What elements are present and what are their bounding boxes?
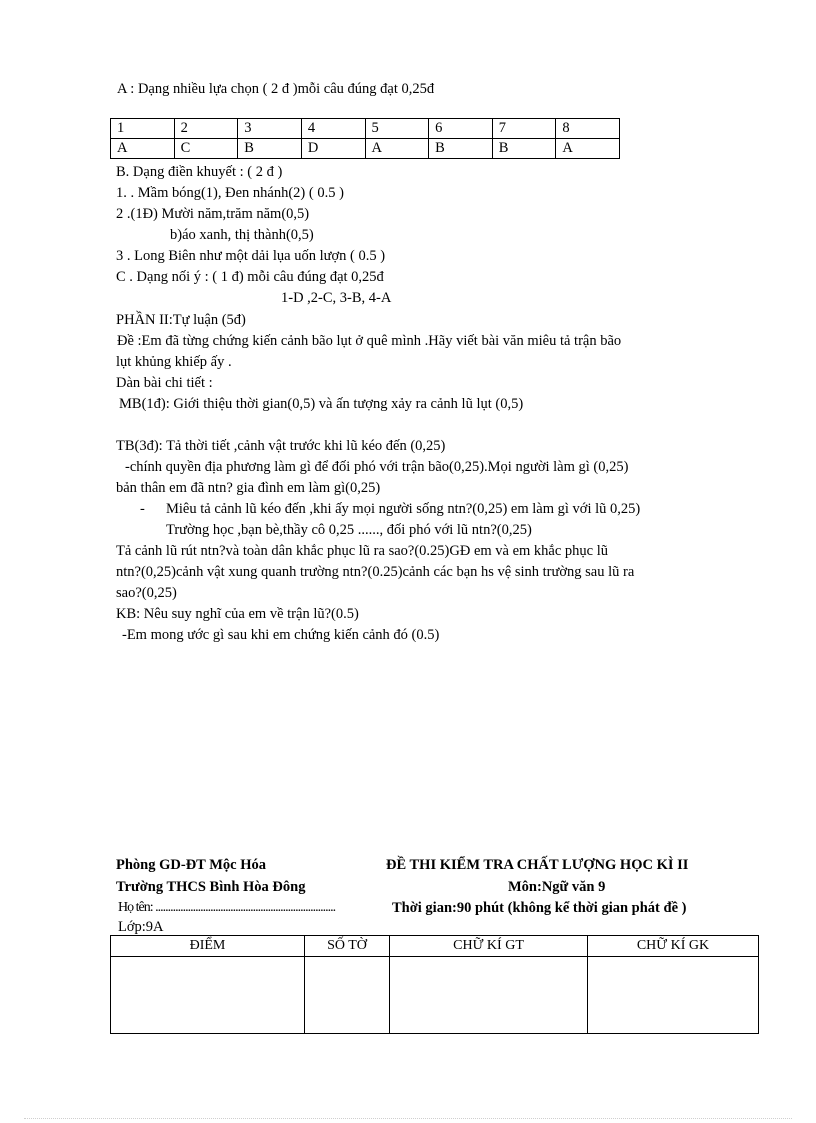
question-number: 8 [556,119,620,139]
outline-tb-line: Trường học ,bạn bè,thầy cô 0,25 ......, đối phó với lũ ntn?(0,25) [166,522,532,538]
grader-signature-cell [588,957,759,1034]
exam-title: ĐỀ THI KIỂM TRA CHẤT LƯỢNG HỌC KÌ II [386,857,689,873]
outline-tb-line: ntn?(0,25)cảnh vật xung quanh trường ntn?(0.25)cảnh các bạn hs vệ sinh trường sau lũ ra [116,564,635,580]
grading-table [110,935,759,1034]
section-b-line1: 1. . Mầm bóng(1), Đen nhánh(2) ( 0.5 ) [116,185,344,201]
answer-letter: A [365,139,429,159]
answer-table [110,118,620,159]
section-b-line2: 2 .(1Đ) Mười năm,trăm năm(0,5) [116,206,310,222]
class-label: Lớp:9A [118,919,164,935]
outline-tb-line: bản thân em đã ntn? gia đình em làm gì(0,25) [116,480,381,496]
outline-mb: MB(1đ): Giới thiệu thời gian(0,5) và ấn tượng xảy ra cảnh lũ lụt (0,5) [119,396,524,412]
question-number: 4 [301,119,365,139]
exam-time: Thời gian:90 phút (không kể thời gian phát đề ) [392,900,687,916]
question-number: 7 [492,119,556,139]
answer-letter: A [556,139,620,159]
grader-signature-header: CHỮ KÍ GK [588,936,759,957]
outline-tb-line: Tả cảnh lũ rút ntn?và toàn dân khắc phục lũ ra sao?(0.25)GĐ em và em khắc phục lũ [116,543,609,559]
outline-tb-line: Miêu tả cảnh lũ kéo đến ,khi ấy mọi người sống ntn?(0,25) em làm gì với lũ 0,25) [166,501,641,517]
part2-title: PHẦN II:Tự luận (5đ) [116,312,246,328]
grading-header-row [111,936,759,957]
proctor-signature-cell [390,957,588,1034]
page-frame-edge [24,1118,792,1119]
school-name: Trường THCS Bình Hòa Đông [116,879,306,895]
outline-tb-line: sao?(0,25) [116,585,177,601]
answer-numbers-row [111,119,620,139]
answer-letter: B [492,139,556,159]
outline-kb: KB: Nêu suy nghĩ của em về trận lũ?(0.5) [116,606,359,622]
outline-tb-line: -chính quyền địa phương làm gì để đối phó với trận bão(0,25).Mọi người làm gì (0,25) [125,459,629,475]
sheet-count-cell [305,957,390,1034]
section-c-answers: 1-D ,2-C, 3-B, 4-A [281,290,392,306]
question-number: 6 [429,119,493,139]
question-number: 1 [111,119,175,139]
answer-letter: D [301,139,365,159]
question-number: 3 [238,119,302,139]
answer-letters-row [111,139,620,159]
department-name: Phòng GD-ĐT Mộc Hóa [116,857,266,873]
answer-letter: C [174,139,238,159]
outline-tb: TB(3đ): Tả thời tiết ,cảnh vật trước khi lũ kéo đến (0,25) [116,438,446,454]
section-b-line3: 3 . Long Biên như một dải lụa uốn lượn ( 0.5 ) [116,248,386,264]
question-number: 2 [174,119,238,139]
section-b-title: B. Dạng điền khuyết : ( 2 đ ) [116,164,283,180]
question-number: 5 [365,119,429,139]
sheet-count-header: SỐ TỜ [305,936,390,957]
bullet-dash: - [140,501,145,517]
grading-body-row [111,957,759,1034]
exam-subject: Môn:Ngữ văn 9 [508,879,606,895]
section-c-title: C . Dạng nối ý : ( 1 đ) mỗi câu đúng đạt 0,25đ [116,269,384,285]
answer-letter: A [111,139,175,159]
score-cell [111,957,305,1034]
essay-prompt: Đề :Em đã từng chứng kiến cảnh bão lụt ở quê mình .Hãy viết bài văn miêu tả trận bão [117,333,622,349]
outline-title: Dàn bài chi tiết : [116,375,213,391]
essay-prompt-cont: lụt khủng khiếp ấy . [116,354,232,370]
outline-kb-line: -Em mong ước gì sau khi em chứng kiến cảnh đó (0.5) [122,627,440,643]
student-name-field: Họ tên: ........................................................................ [118,900,336,915]
section-b-line2b: b)áo xanh, thị thành(0,5) [170,227,314,243]
answer-letter: B [238,139,302,159]
answer-letter: B [429,139,493,159]
section-a-title: A : Dạng nhiều lựa chọn ( 2 đ )mỗi câu đúng đạt 0,25đ [117,81,435,97]
proctor-signature-header: CHỮ KÍ GT [390,936,588,957]
score-header: ĐIỂM [111,936,305,957]
